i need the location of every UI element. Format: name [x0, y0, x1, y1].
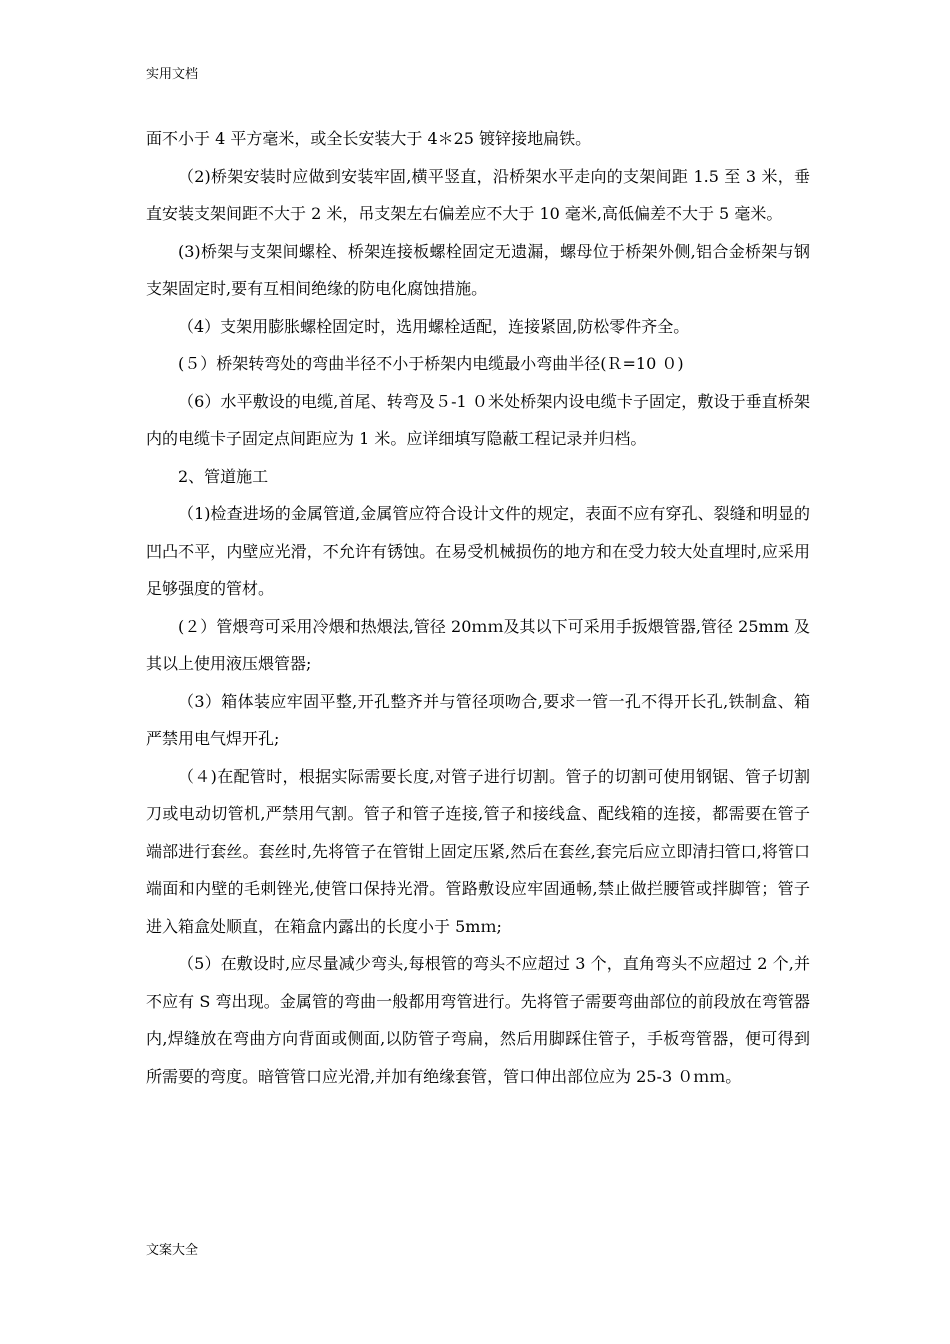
paragraph-8: （1)检查进场的金属管道,金属管应符合设计文件的规定，表面不应有穿孔、裂缝和明显的凹凸不平，内壁应光滑，不允许有锈蚀。在易受机械损伤的地方和在受力较大处直埋时,应采用足够强度的管材。 [146, 504, 810, 598]
paragraph-2: （2)桥架安装时应做到安装牢固,横平竖直，沿桥架水平走向的支架间距 1.5 至 3 米，垂直安装支架间距不大于 2 米，吊支架左右偏差应不大于 10 毫米,高低偏差不大于 5 毫米。 [146, 166, 810, 223]
paragraph-3: (3)桥架与支架间螺栓、桥架连接板螺栓固定无遗漏，螺母位于桥架外侧,铝合金桥架与钢支架固定时,要有互相间绝缘的防电化腐蚀措施。 [146, 241, 810, 298]
paragraph-11: （４)在配管时，根据实际需要长度,对管子进行切割。管子的切割可使用钢锯、管子切割刀或电动切管机,严禁用气割。管子和管子连接,管子和接线盒、配线箱的连接，都需要在管子端部进行套丝。套丝时,先将管子在管钳上固定压紧,然后在套丝,套完后应立即清扫管口,将管口端面和内壁的毛刺锉光,使管口保持光滑。管路敷设应牢固通畅,禁止做拦腰管或拌脚管；管子进入箱盒处顺直，在箱盒内露出的长度小于 5mｍ; [146, 766, 810, 936]
paragraph-5: (５）桥架转弯处的弯曲半径不小于桥架内电缆最小弯曲半径(Ｒ=10 ０) [178, 354, 684, 373]
paragraph-4: （4）支架用膨胀螺栓固定时，选用螺栓适配，连接紧固,防松零件齐全。 [178, 316, 690, 336]
paragraph-12: （5）在敷设时,应尽量减少弯头,每根管的弯头不应超过 3 个，直角弯头不应超过 2 个,并不应有 S 弯出现。金属管的弯曲一般都用弯管进行。先将管子需要弯曲部位的前段放在弯管器内,焊缝放在弯曲方向背面或侧面,以防管子弯扁，然后用脚踩住管子，手板弯管器，便可得到所需要的弯度。暗管管口应光滑,并加有绝缘套管，管口伸出部位应为 25-3 ０ｍｍ。 [146, 954, 810, 1086]
section-heading-pipe-construction: 2、管道施工 [178, 466, 269, 486]
page-header: 实用文档 [146, 67, 199, 82]
paragraph-1: 面不小于 4 平方毫米，或全长安装大于 4＊25 镀锌接地扁铁。 [146, 129, 592, 148]
page-footer: 文案大全 [146, 1243, 199, 1258]
paragraph-9: (２）管煨弯可采用冷煨和热煨法,管径 20ｍｍ及其以下可采用手扳煨管器,管径 25mm 及其以上使用液压煨管器; [146, 616, 810, 673]
document-body [146, 120, 810, 1095]
paragraph-6: （6）水平敷设的电缆,首尾、转弯及５-1 ０米处桥架内设电缆卡子固定，敷设于垂直桥架内的电缆卡子固定点间距应为 1 米。应详细填写隐蔽工程记录并归档。 [146, 391, 810, 448]
paragraph-10: （3）箱体装应牢固平整,开孔整齐并与管径项吻合,要求一管一孔不得开长孔,铁制盒、箱严禁用电气焊开孔; [146, 691, 810, 748]
